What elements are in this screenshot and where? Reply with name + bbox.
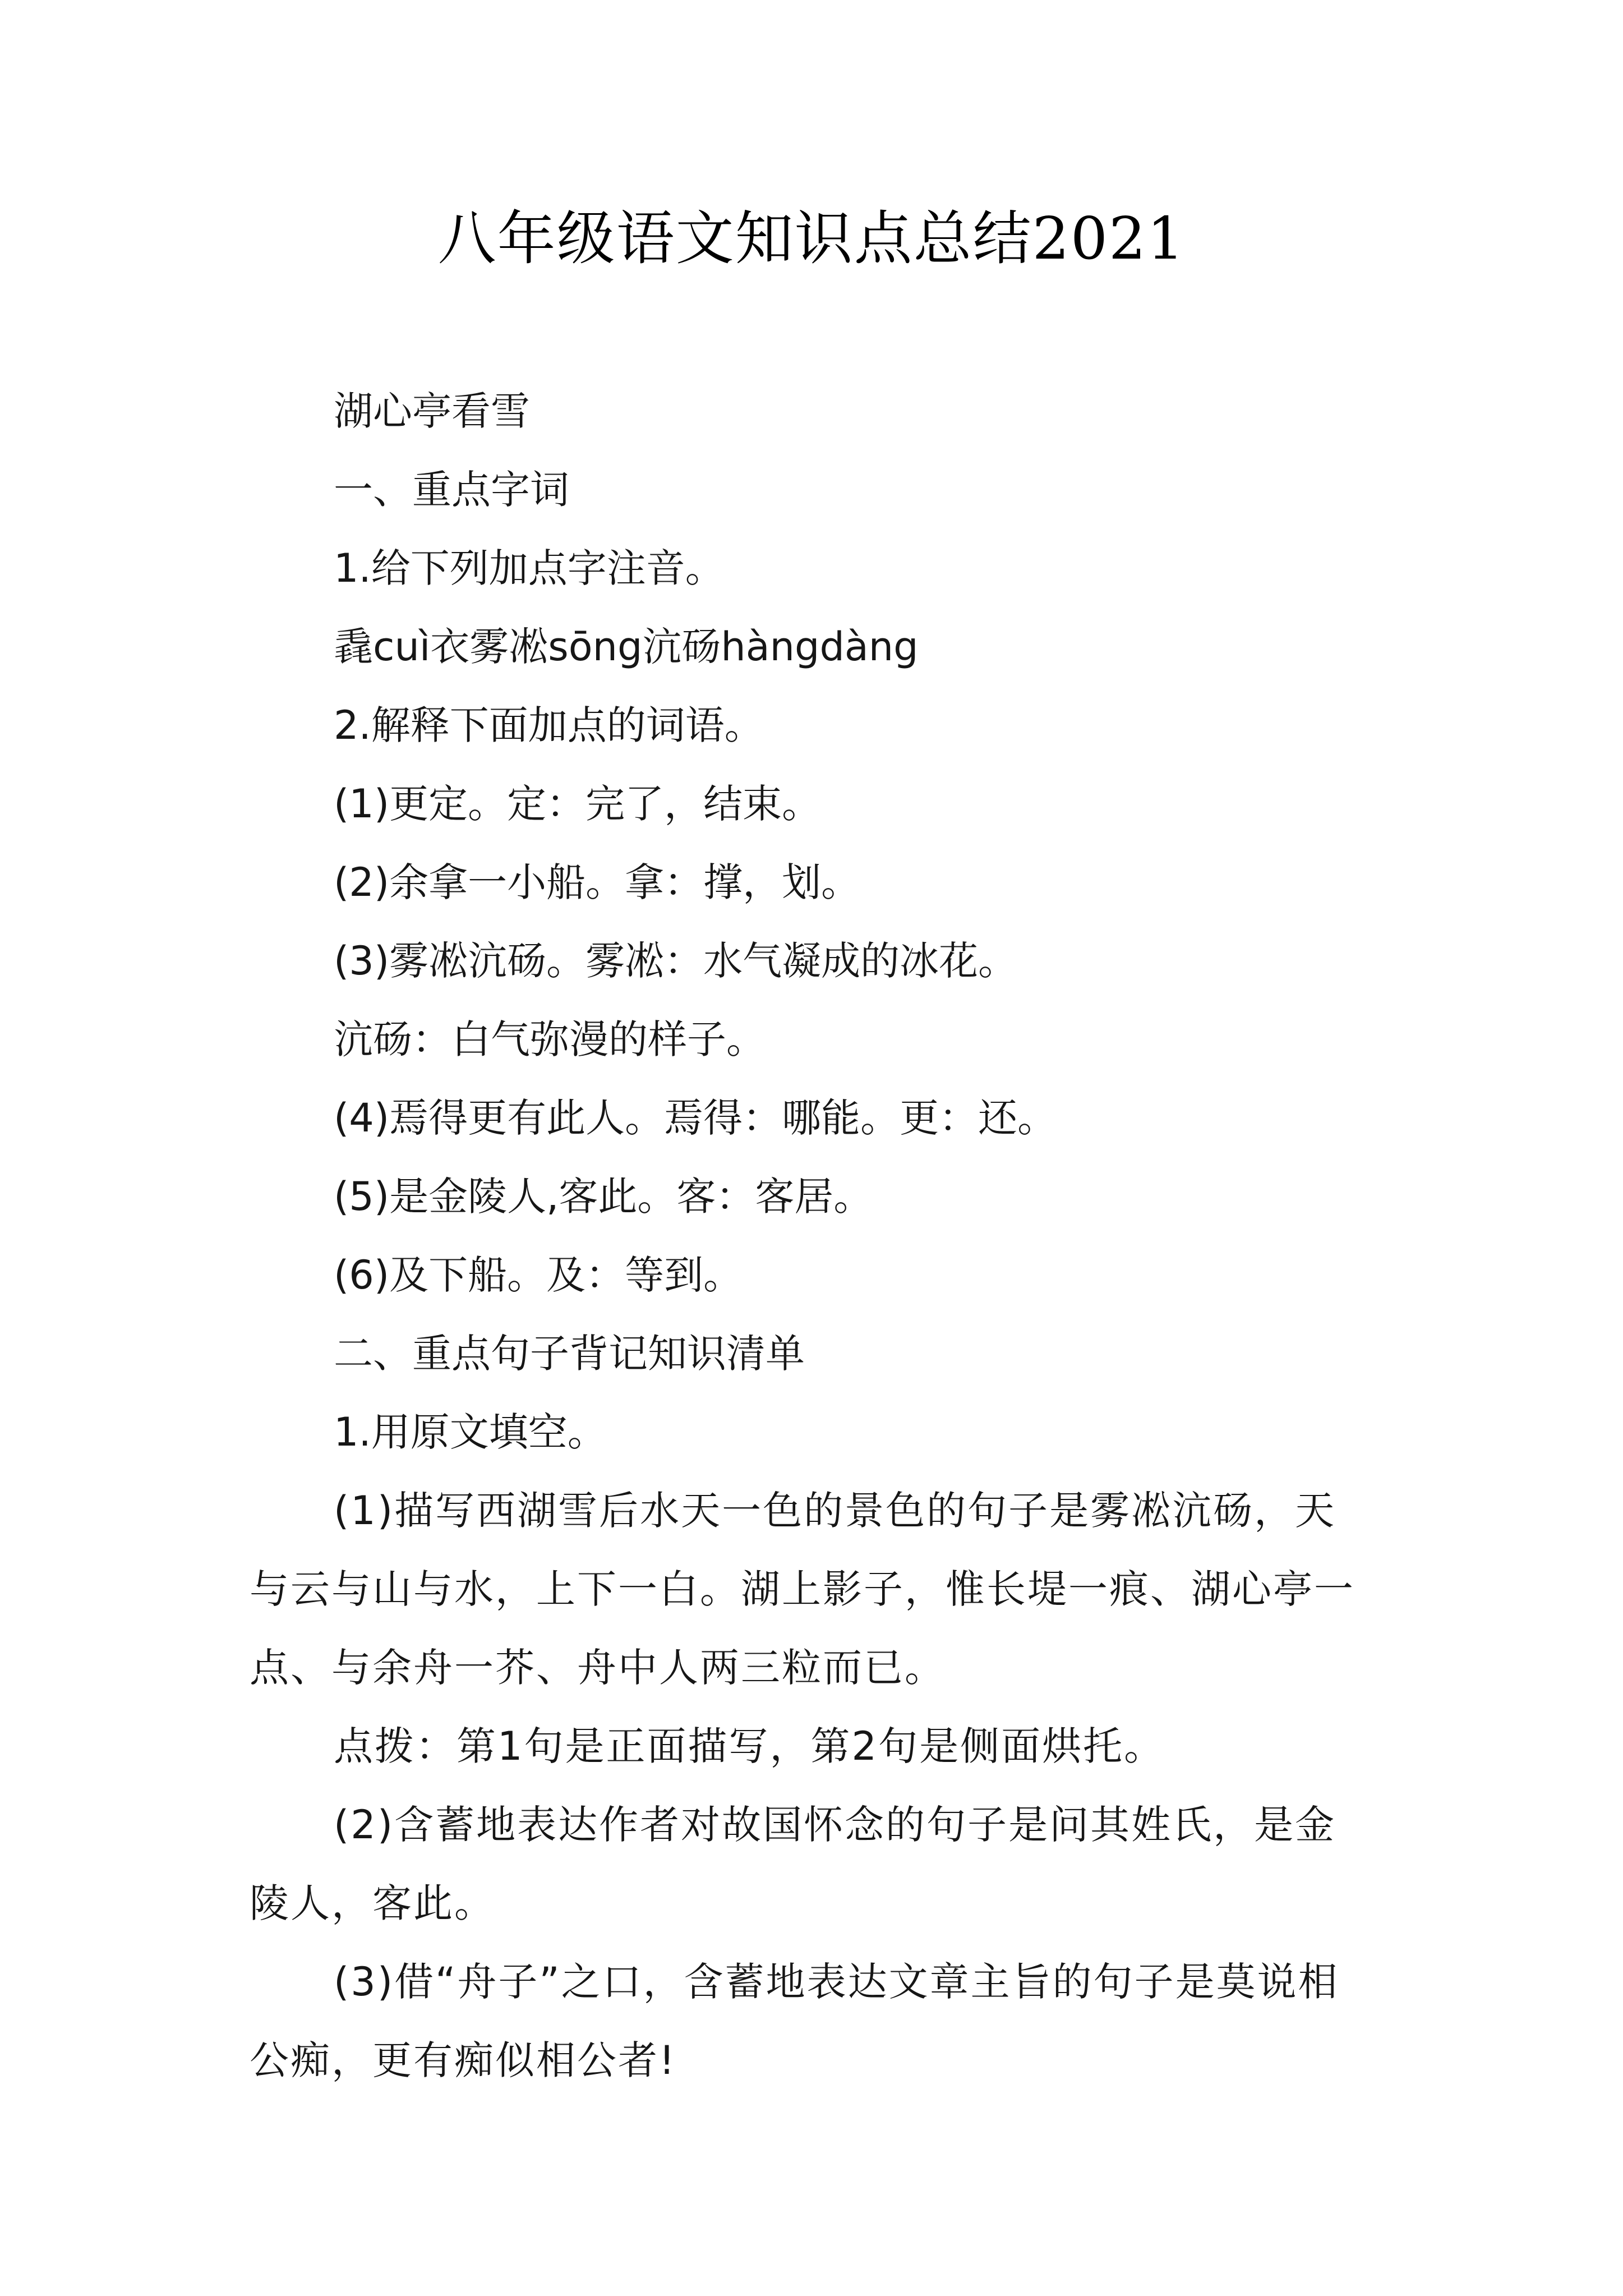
definition-item-2: (2)余拿一小船。拿：撑，划。 (334, 859, 861, 905)
definition-item-6: (6)及下船。及：等到。 (334, 1252, 743, 1298)
definition-item-3: (3)雾凇沆砀。雾凇：水气凝成的冰花。 (334, 938, 1018, 984)
section-heading-key-words: 一、重点字词 (334, 467, 569, 513)
pinyin-line: 毳cuì衣雾凇sōng沆砀hàngdàng (334, 624, 919, 670)
document-body (250, 372, 1377, 2100)
definition-item-4: (4)焉得更有此人。焉得：哪能。更：还。 (334, 1095, 1057, 1141)
section-heading-key-sentences: 二、重点句子背记知识清单 (334, 1331, 805, 1377)
fill-in-prompt: 1.用原文填空。 (334, 1409, 607, 1455)
question-1-prompt: 1.给下列加点字注音。 (334, 545, 725, 591)
answer-paragraph-3: (3)借“舟子”之口，含蓄地表达文章主旨的句子是莫说相公痴，更有痴似相公者! (250, 1959, 1339, 2083)
answer-paragraph-2: (2)含蓄地表达作者对故国怀念的句子是问其姓氏，是金陵人，客此。 (250, 1802, 1336, 1926)
question-2-prompt: 2.解释下面加点的词语。 (334, 702, 764, 748)
definition-item-3-continued: 沆砀：白气弥漫的样子。 (334, 1016, 766, 1062)
section-heading-lesson: 湖心亭看雪 (334, 388, 530, 434)
hint-paragraph: 点拨：第1句是正面描写，第2句是侧面烘托。 (334, 1723, 1165, 1769)
definition-item-1: (1)更定。定：完了，结束。 (334, 781, 822, 827)
answer-paragraph-1: (1)描写西湖雪后水天一色的景色的句子是雾凇沆砀，天与云与山与水，上下一白。湖上影子，惟长堤一痕、湖心亭一点、与余舟一芥、舟中人两三粒而已。 (250, 1488, 1355, 1691)
document-title: 八年级语文知识点总结2021 (437, 204, 1186, 273)
definition-item-5: (5)是金陵人,客此。客：客居。 (334, 1174, 873, 1220)
